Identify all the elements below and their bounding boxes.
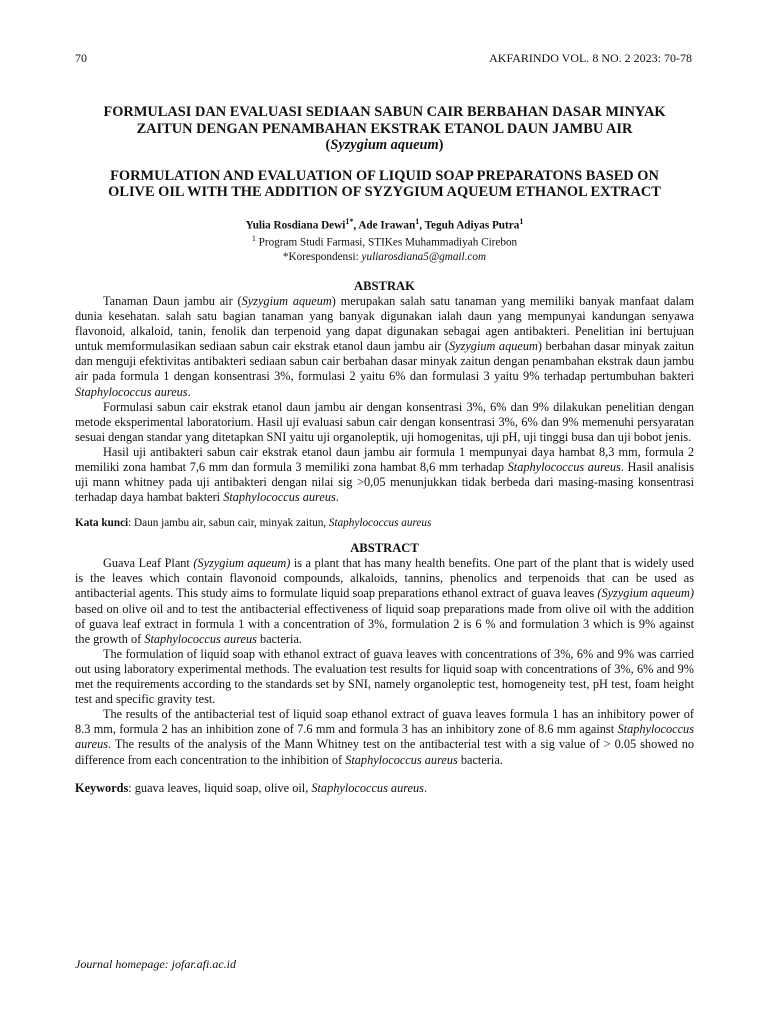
title-english	[75, 168, 694, 201]
title-species: Syzygium aqueum	[330, 137, 439, 153]
abstract-paragraph-2: The formulation of liquid soap with ethanol extract of guava leaves with concentrations of 3%, 6% and 9% was carried out using laboratory experimental methods. The evaluation test results for liquid soap with concentrations of 3%, 6% and 9% met the requirements according to the standards set by SNI, namely organoleptic test, homogeneity test, pH test, foam height test and specific gravity test.	[75, 646, 694, 707]
kata-kunci: Kata kunci: Daun jambu air, sabun cair, minyak zaitun, Staphylococcus aureus	[75, 517, 432, 530]
author-1: Yulia Rosdiana Dewi	[245, 219, 346, 232]
author-list: Yulia Rosdiana Dewi$^{1*}$, Ade Irawan$^1$, Teguh Adiyas Putra$^1$	[245, 216, 524, 232]
page-number: 70	[75, 51, 87, 65]
journal-reference: AKFARINDO VOL. 8 NO. 2 2023: 70-78	[489, 51, 692, 65]
title-id-line1: FORMULASI DAN EVALUASI SEDIAAN SABUN CAIR BERBAHAN DASAR MINYAK	[103, 104, 666, 120]
abstract-paragraph-1: Guava Leaf Plant (Syzygium aqueum) is a plant that has many health benefits. One part of the plant that is widely used is the leaves which contain flavonoid compounds, alkaloids, tannins, phenolics and terpenoids that can be used as antibacterial agents. This study aims to formulate liquid soap preparations ethanol extract of guava leaves (Syzygium aqueum) based on olive oil and to test the antibacterial effectiveness of liquid soap preparations made from olive oil with the addition of guava leaf extract in formula 1 with a concentration of 3%, formulation 2 is 6 % and formulation 3 which is 9% against the growth of Staphylococcus aureus bacteria.	[75, 556, 695, 646]
abstract-paragraph-3: The results of the antibacterial test of liquid soap ethanol extract of guava leaves formula 1 has an inhibitory power of 8.3 mm, formula 2 has an inhibition zone of 7.6 mm and formula 3 has an inhibitory zone of 8.6 mm against Staphylococcus aureus. The results of the analysis of the Mann Whitney test on the antibacterial test with a sig value of > 0.05 showed no difference from each concentration to the inhibition of Staphylococcus aureus bacteria.	[75, 707, 694, 767]
title-id-line2: ZAITUN DENGAN PENAMBAHAN EKSTRAK ETANOL DAUN JAMBU AIR	[136, 120, 633, 137]
title-indonesian: FORMULASI DAN EVALUASI SEDIAAN SABUN CAIR BERBAHAN DASAR MINYAK ZAITUN DENGAN PENAMBAHAN EKSTRAK ETANOL DAUN JAMBU AIR (Syzygium aqueum)	[75, 104, 694, 154]
abstract-heading: ABSTRACT	[350, 541, 419, 556]
abstrak-paragraph-2: Formulasi sabun cair ekstrak etanol daun jambu air dengan konsentrasi 3%, 6% dan 9% dilakukan penelitian dengan metode eksperimental laboratorium. Hasil uji evaluasi sabun cair dengan konsentrasi 3%, 6% dan 9% memenuhi persyaratan sesuai dengan standar yang ditetapkan SNI yaitu uji organoleptik, uji homogenitas, uji pH, uji tinggi busa dan uji bobot jenis.	[75, 399, 694, 444]
correspondence: *Korespondensi: yuliarosdiana5@gmail.com	[282, 250, 487, 263]
affiliation: $^1$ Program Studi Farmasi, STIKes Muhammadiyah Cirebon	[251, 234, 518, 249]
author-2: Ade Irawan	[358, 219, 416, 232]
keywords: Keywords: guava leaves, liquid soap, olive oil, Staphylococcus aureus.	[75, 780, 428, 795]
correspondence-email[interactable]: yuliarosdiana5@gmail.com	[361, 250, 487, 263]
paper-content	[75, 104, 694, 796]
journal-homepage: Journal homepage: jofar.afi.ac.id	[75, 957, 236, 971]
title-en-line2: OLIVE OIL WITH THE ADDITION OF SYZYGIUM AQUEUM ETHANOL EXTRACT	[108, 184, 661, 200]
author-3: Teguh Adiyas Putra	[424, 219, 520, 232]
abstrak-paragraph-3: Hasil uji antibakteri sabun cair ekstrak etanol daun jambu air formula 1 mempunyai daya hambat 8,3 mm, formula 2 memiliki zona hambat 7,6 mm dan formula 3 memiliki zona hambat 8,6 mm terhadap Staphylococcus aureus. Hasil analisis uji mann whitney pada uji antibakteri dengan nilai sig >0,05 menunjukkan tidak berbeda dari masing-masing konsentrasi terhadap daya hambat bakteri Staphylococcus aureus.	[75, 444, 694, 505]
abstrak-heading: ABSTRAK	[354, 278, 415, 293]
abstrak-paragraph-1: Tanaman Daun jambu air (Syzygium aqueum) merupakan salah satu tanaman yang memiliki banyak manfaat dalam dunia kesehatan. salah satu bagian tanaman yang banyak digunakan ialah daun yang mempunyai kandungan senyawa flavonoid, alkaloid, tanin, fenolik dan terpenoid yang dapat digunakan sebagai agen antibakteri. Penelitian ini bertujuan untuk memformulasikan sediaan sabun cair ekstrak etanol daun jambu air (Syzygium aqueum) berbahan dasar minyak zaitun dan menguji efektivitas antibakteri sediaan sabun cair berbahan dasar minyak zaitun dengan penambahan ekstrak daun jambu air pada formula 1 dengan konsentrasi 3%, formulasi 2 yaitu 6% dan formulasi 3 yaitu 9% terhadap pertumbuhan bakteri Staphylococcus aureus.	[75, 293, 695, 399]
title-en-line1: FORMULATION AND EVALUATION OF LIQUID SOAP PREPARATONS BASED ON	[110, 167, 659, 184]
